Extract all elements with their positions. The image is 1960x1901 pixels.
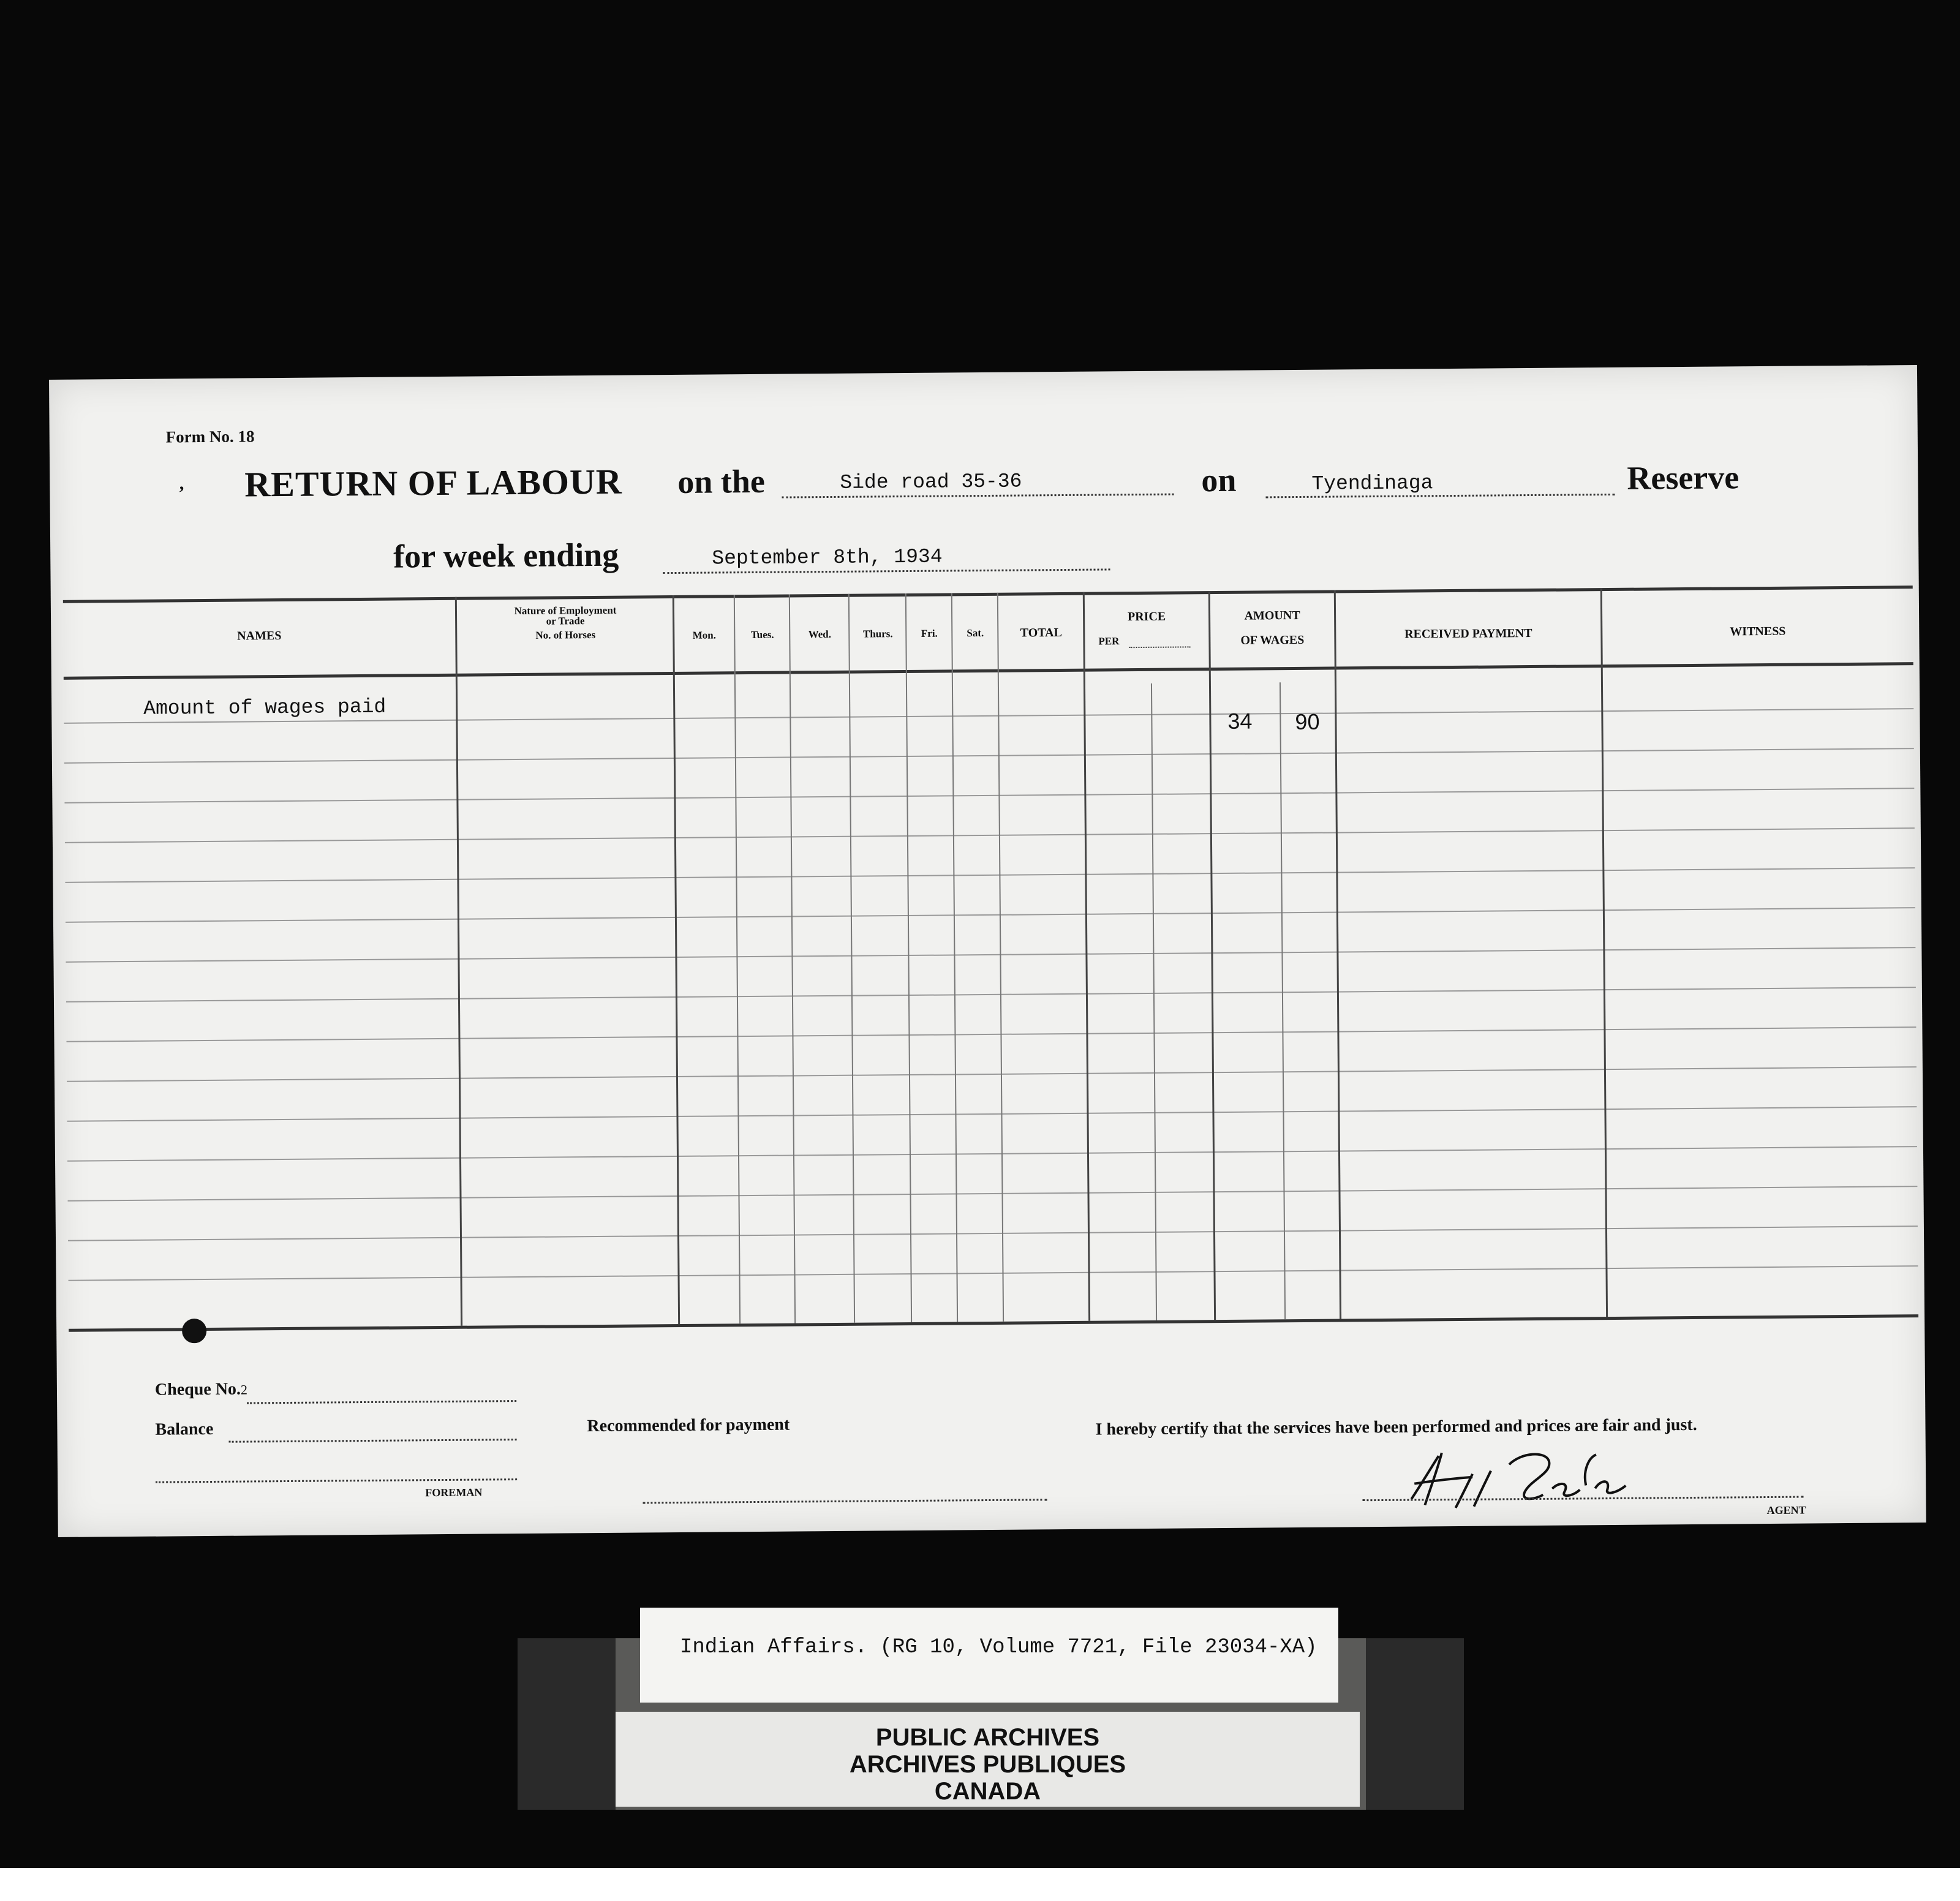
- form-number: Form No. 18: [165, 427, 255, 446]
- row-name: Amount of wages paid: [143, 695, 386, 720]
- on-label: on: [1201, 461, 1237, 499]
- column-rule: [1334, 590, 1341, 1319]
- header-total: TOTAL: [1020, 626, 1062, 640]
- column-rule: [673, 595, 680, 1324]
- punch-hole: [182, 1319, 206, 1343]
- table-top-rule: [63, 585, 1913, 603]
- row-rule: [67, 1066, 1917, 1082]
- cheque-dotline: [247, 1400, 516, 1404]
- row-amount-cents: 90: [1295, 709, 1320, 735]
- header-tues: Tues.: [750, 628, 774, 641]
- bottom-white-strip: [0, 1868, 1960, 1901]
- per-dotline: [1129, 646, 1190, 648]
- cheque-label-text: Cheque No.: [154, 1379, 241, 1399]
- header-received-payment: RECEIVED PAYMENT: [1404, 626, 1532, 641]
- row-rule: [65, 827, 1915, 843]
- column-rule: [997, 593, 1004, 1322]
- foreman-dotline: [156, 1478, 517, 1483]
- week-ending-label: for week ending: [393, 536, 619, 575]
- column-rule: [848, 594, 855, 1323]
- header-per: PER: [1098, 635, 1120, 647]
- header-nature-line1: Nature of Employment: [514, 604, 617, 617]
- header-of-wages: OF WAGES: [1240, 633, 1305, 647]
- column-rule: [1083, 592, 1090, 1321]
- column-rule: [789, 595, 796, 1323]
- column-rule: [1208, 591, 1216, 1320]
- row-rule: [69, 1265, 1918, 1281]
- reserve-value: Tyendinaga: [1311, 472, 1433, 495]
- column-rule: [905, 593, 912, 1322]
- certify-text: I hereby certify that the services have been performed and prices are fair and just.: [1095, 1415, 1697, 1439]
- row-rule: [64, 748, 1914, 764]
- form-title: RETURN OF LABOUR: [244, 461, 623, 505]
- column-rule: [951, 593, 958, 1322]
- header-fri: Fri.: [921, 627, 938, 639]
- row-rule: [65, 867, 1915, 883]
- header-witness: WITNESS: [1730, 624, 1786, 639]
- header-bottom-rule: [64, 662, 1913, 680]
- recommended-label: Recommended for payment: [587, 1415, 790, 1436]
- column-subrule: [1280, 682, 1286, 1319]
- archive-reference: Indian Affairs. (RG 10, Volume 7721, File 23034-XA): [680, 1636, 1317, 1659]
- recommended-dotline: [643, 1499, 1047, 1504]
- foreman-label: FOREMAN: [425, 1486, 483, 1499]
- tick-mark: ’: [178, 483, 185, 503]
- week-ending-value: September 8th, 1934: [712, 545, 943, 570]
- column-rule: [734, 595, 741, 1323]
- column-rule: [455, 597, 462, 1326]
- cheque-value: 2: [240, 1382, 248, 1398]
- row-rule: [64, 788, 1914, 804]
- table-bottom-rule: [69, 1314, 1918, 1332]
- column-subrule: [1151, 683, 1157, 1320]
- row-rule: [68, 1186, 1918, 1202]
- archive-reference-card: [640, 1608, 1338, 1703]
- return-of-labour-form: [49, 365, 1926, 1537]
- stamp-line-3: CANADA: [934, 1778, 1041, 1805]
- row-rule: [66, 947, 1915, 963]
- column-rule: [1600, 588, 1608, 1317]
- header-names: NAMES: [237, 629, 282, 643]
- header-amount: AMOUNT: [1244, 608, 1300, 623]
- reserve-label: Reserve: [1627, 459, 1740, 497]
- row-amount-dollars: 34: [1227, 708, 1253, 734]
- stamp-line-2: ARCHIVES PUBLIQUES: [849, 1751, 1126, 1778]
- header-wed: Wed.: [808, 628, 832, 641]
- header-nature: [458, 604, 673, 641]
- row-rule: [66, 907, 1915, 923]
- agent-label: AGENT: [1766, 1504, 1806, 1517]
- on-the-label: on the: [677, 462, 766, 500]
- agent-signature-image: [1399, 1445, 1681, 1515]
- header-sat: Sat.: [967, 627, 984, 639]
- archive-stamp: [616, 1712, 1360, 1807]
- row-rule: [66, 1026, 1916, 1042]
- header-price: PRICE: [1127, 609, 1166, 624]
- row-rule: [67, 1146, 1917, 1162]
- balance-dotline: [229, 1439, 517, 1443]
- header-nature-line2: or Trade: [546, 615, 585, 627]
- row-rule: [66, 987, 1916, 1003]
- header-nature-line3: No. of Horses: [535, 629, 596, 641]
- stamp-line-1: PUBLIC ARCHIVES: [875, 1724, 1100, 1751]
- row-rule: [67, 1106, 1917, 1122]
- row-rule: [68, 1225, 1918, 1241]
- header-mon: Mon.: [692, 629, 717, 641]
- cheque-label: [155, 1380, 247, 1400]
- balance-label: Balance: [155, 1419, 214, 1439]
- location-value: Side road 35-36: [840, 470, 1022, 494]
- header-thurs: Thurs.: [862, 628, 893, 640]
- labour-table: [63, 585, 1918, 1347]
